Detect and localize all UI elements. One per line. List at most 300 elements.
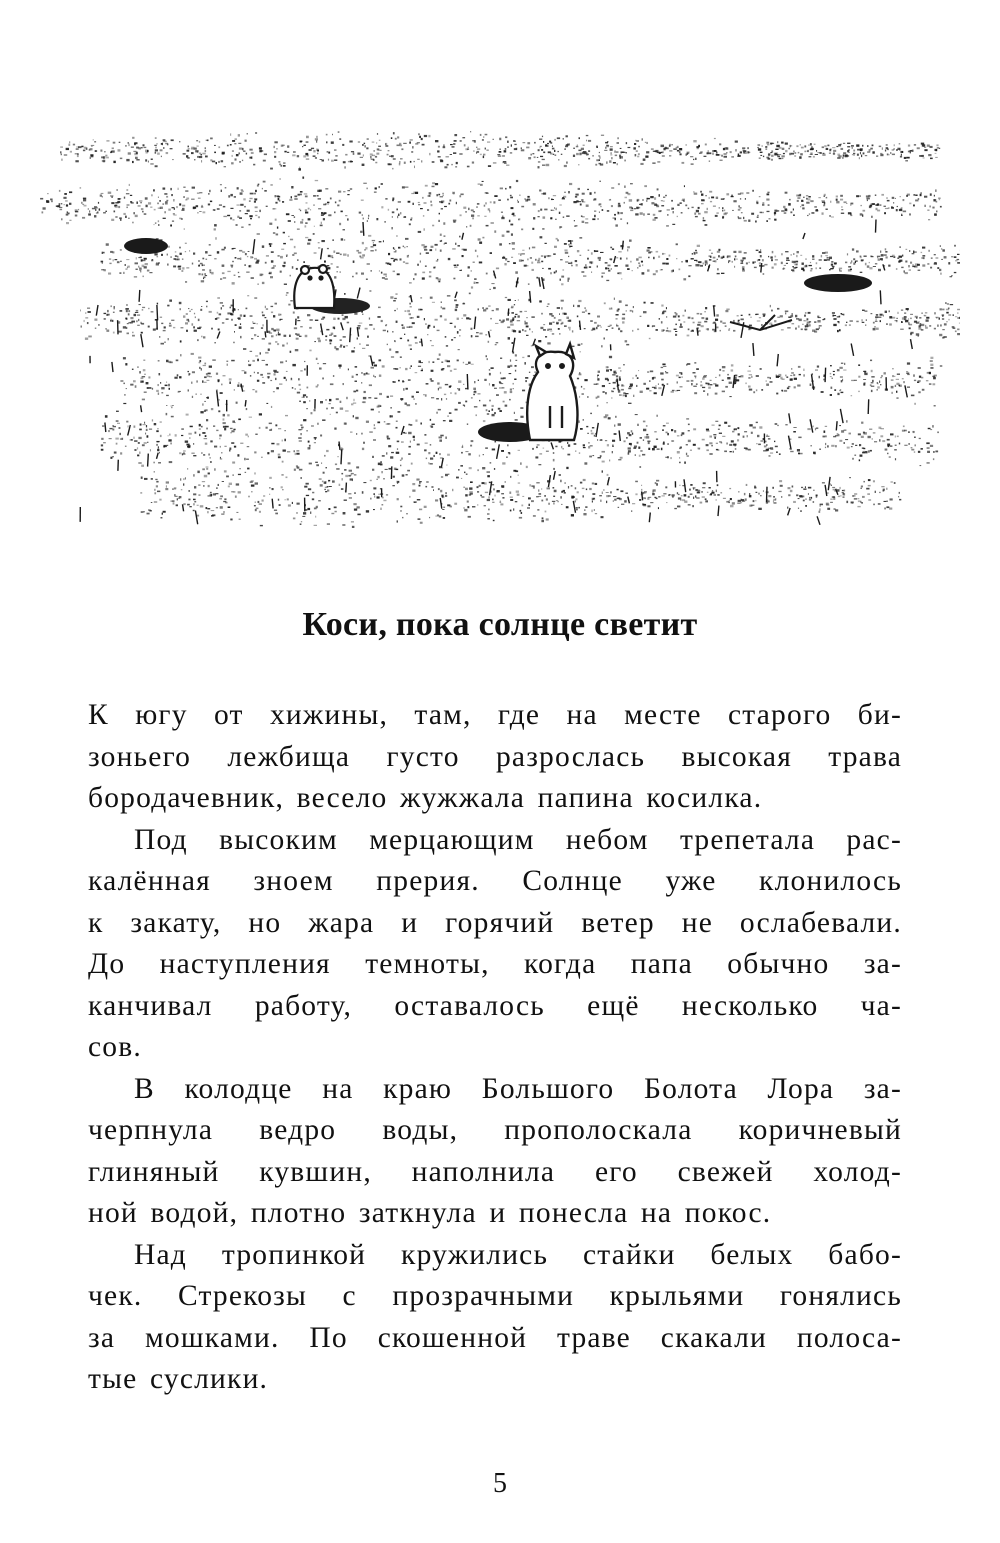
grass-speck <box>418 202 420 203</box>
grass-speck <box>259 413 262 415</box>
grass-speck <box>554 272 556 274</box>
grass-speck <box>88 336 92 338</box>
grass-speck <box>505 297 507 298</box>
grass-speck <box>430 458 433 460</box>
grass-speck <box>584 328 586 329</box>
grass-speck <box>894 376 896 377</box>
grass-speck <box>200 394 201 395</box>
grass-speck <box>255 190 257 192</box>
grass-speck <box>492 384 494 386</box>
grass-speck <box>407 310 410 312</box>
grass-speck <box>878 317 881 319</box>
grass-speck <box>577 316 579 318</box>
grass-speck <box>141 332 143 334</box>
grass-speck <box>441 398 442 400</box>
grass-speck <box>494 195 497 197</box>
grass-speck <box>869 267 872 269</box>
grass-speck <box>890 152 891 153</box>
grass-speck <box>143 424 146 425</box>
grass-speck <box>626 344 629 346</box>
grass-speck <box>382 365 385 367</box>
grass-speck <box>498 200 501 201</box>
grass-speck <box>124 394 126 395</box>
grass-speck <box>496 394 499 395</box>
grass-speck <box>837 330 839 332</box>
grass-speck <box>110 320 112 322</box>
grass-speck <box>468 208 470 210</box>
grass-speck <box>415 273 417 275</box>
grass-speck <box>173 266 176 268</box>
grass-speck <box>459 153 462 154</box>
grass-speck <box>527 196 529 198</box>
grass-speck <box>767 192 769 193</box>
grass-speck <box>649 338 651 339</box>
grass-speck <box>769 455 771 456</box>
grass-speck <box>851 395 853 396</box>
grass-speck <box>542 228 544 230</box>
grass-speck <box>896 397 898 399</box>
grass-speck <box>676 375 679 377</box>
grass-speck <box>727 374 728 376</box>
grass-speck <box>431 345 434 346</box>
grass-speck <box>798 152 800 154</box>
grass-speck <box>548 303 550 305</box>
grass-speck <box>653 257 655 259</box>
grass-speck <box>387 396 389 398</box>
grass-speck <box>609 356 612 358</box>
grass-speck <box>693 191 694 192</box>
grass-speck <box>694 362 696 363</box>
grass-speck <box>467 166 470 168</box>
grass-speck <box>139 452 141 454</box>
grass-speck <box>837 393 839 395</box>
grass-speck <box>139 268 142 270</box>
grass-speck <box>759 196 761 197</box>
grass-speck <box>120 219 122 221</box>
grass-speck <box>691 380 694 382</box>
grass-speck <box>543 216 546 218</box>
grass-speck <box>349 470 352 472</box>
grass-speck <box>817 366 819 368</box>
grass-speck <box>813 426 814 428</box>
grass-speck <box>579 452 580 454</box>
grass-speck <box>372 142 375 143</box>
grass-speck <box>488 509 489 511</box>
grass-speck <box>637 207 640 209</box>
grass-speck <box>614 425 615 427</box>
grass-speck <box>120 198 122 199</box>
grass-speck <box>605 262 608 264</box>
grass-speck <box>683 321 685 322</box>
grass-speck <box>515 370 516 372</box>
grass-speck <box>854 380 857 381</box>
grass-speck <box>592 218 595 220</box>
grass-speck <box>896 149 898 150</box>
grass-speck <box>872 203 875 205</box>
grass-speck <box>192 187 195 189</box>
grass-speck <box>430 340 432 341</box>
grass-speck <box>291 215 294 216</box>
grass-speck <box>115 438 118 440</box>
grass-speck <box>233 474 234 476</box>
grass-speck <box>436 277 439 279</box>
grass-speck <box>807 151 809 152</box>
grass-speck <box>335 464 337 466</box>
grass-speck <box>825 426 827 427</box>
grass-speck <box>69 203 71 205</box>
grass-speck <box>84 147 87 149</box>
grass-speck <box>109 428 112 429</box>
grass-speck <box>165 143 168 144</box>
grass-speck <box>926 319 929 321</box>
grass-speck <box>757 435 759 437</box>
grass-speck <box>381 272 383 274</box>
grass-speck <box>602 470 603 472</box>
grass-speck <box>830 373 832 375</box>
grass-speck <box>389 349 391 351</box>
grass-speck <box>392 331 394 332</box>
grass-speck <box>649 390 651 391</box>
grass-speck <box>505 405 508 407</box>
grass-speck <box>127 267 128 269</box>
grass-speck <box>360 231 363 233</box>
grass-speck <box>189 250 190 251</box>
grass-speck <box>512 329 515 332</box>
grass-speck <box>527 142 530 144</box>
grass-speck <box>709 259 712 261</box>
grass-speck <box>829 257 832 260</box>
grass-speck <box>690 450 692 451</box>
grass-speck <box>288 220 291 222</box>
grass-speck <box>840 389 841 390</box>
grass-speck <box>135 262 139 264</box>
grass-speck <box>264 154 267 156</box>
grass-speck <box>839 270 842 272</box>
grass-speck <box>306 158 309 160</box>
grass-speck <box>825 255 828 256</box>
grass-speck <box>185 251 186 252</box>
grass-speck <box>113 161 115 163</box>
grass-speck <box>170 188 171 190</box>
grass-speck <box>610 154 612 155</box>
grass-speck <box>411 365 413 367</box>
grass-speck <box>302 146 303 147</box>
grass-speck <box>240 204 243 206</box>
grass-speck <box>292 387 294 389</box>
grass-speck <box>544 209 547 211</box>
grass-speck <box>407 404 411 406</box>
grass-speck <box>609 460 610 462</box>
grass-speck <box>265 352 269 354</box>
grass-speck <box>784 265 786 266</box>
grass-speck <box>709 152 711 154</box>
grass-speck <box>418 133 420 135</box>
grass-speck <box>781 155 784 157</box>
grass-speck <box>791 269 794 271</box>
grass-speck <box>816 428 819 429</box>
grass-speck <box>852 154 853 155</box>
grass-speck <box>303 261 305 263</box>
grass-speck <box>909 213 911 215</box>
grass-speck <box>153 329 156 331</box>
grass-speck <box>169 323 171 324</box>
grass-speck <box>294 221 295 223</box>
grass-speck <box>662 155 665 156</box>
grass-speck <box>886 506 889 508</box>
grass-speck <box>127 333 130 335</box>
grass-speck <box>124 197 125 199</box>
grass-speck <box>125 446 127 447</box>
grass-speck <box>247 446 250 447</box>
grass-speck <box>238 309 239 310</box>
grass-speck <box>390 407 392 409</box>
grass-speck <box>861 155 862 158</box>
grass-speck <box>509 399 510 401</box>
grass-speck <box>280 361 283 363</box>
grass-speck <box>712 153 714 155</box>
grass-speck <box>109 263 111 264</box>
grass-speck <box>344 469 346 471</box>
grass-speck <box>141 323 144 325</box>
grass-speck <box>276 148 277 149</box>
grass-speck <box>557 151 559 152</box>
grass-speck <box>222 305 224 306</box>
grass-speck <box>676 313 678 315</box>
grass-speck <box>914 451 915 452</box>
grass-speck <box>165 342 166 344</box>
grass-speck <box>496 268 499 270</box>
grass-speck <box>606 280 609 281</box>
grass-speck <box>445 243 447 244</box>
grass-speck <box>853 258 855 260</box>
grass-speck <box>561 154 563 155</box>
grass-speck <box>662 263 665 265</box>
grass-speck <box>584 462 587 464</box>
grass-speck <box>275 303 278 305</box>
grass-speck <box>484 379 486 381</box>
grass-speck <box>510 476 511 478</box>
grass-speck <box>271 312 273 314</box>
grass-speck <box>129 184 130 186</box>
grass-speck <box>436 452 438 454</box>
grass-speck <box>529 504 530 506</box>
grass-speck <box>585 264 586 266</box>
grass-speck <box>749 314 751 316</box>
grass-speck <box>157 203 159 205</box>
grass-speck <box>375 188 377 189</box>
grass-speck <box>198 273 200 275</box>
grass-speck <box>299 209 301 210</box>
grass-speck <box>942 329 945 330</box>
grass-speck <box>209 244 211 245</box>
grass-speck <box>187 150 190 152</box>
grass-speck <box>136 269 138 270</box>
grass-speck <box>872 151 874 153</box>
grass-speck <box>183 478 185 480</box>
grass-speck <box>825 252 828 254</box>
grass-speck <box>617 310 619 312</box>
grass-speck <box>578 344 581 346</box>
grass-speck <box>539 147 540 148</box>
grass-speck <box>479 262 482 264</box>
grass-speck <box>191 353 194 355</box>
grass-speck <box>908 265 910 267</box>
grass-speck <box>789 199 790 201</box>
grass-speck <box>221 249 224 251</box>
grass-speck <box>920 325 922 326</box>
grass-speck <box>433 326 434 328</box>
grass-speck <box>613 372 615 373</box>
grass-speck <box>930 364 933 366</box>
grass-speck <box>166 360 169 363</box>
grass-speck <box>223 375 226 376</box>
grass-speck <box>317 150 319 152</box>
grass-speck <box>560 226 563 228</box>
grass-speck <box>81 146 83 148</box>
grass-speck <box>665 457 668 458</box>
grass-speck <box>521 147 522 149</box>
grass-speck <box>490 201 492 203</box>
grass-speck <box>720 321 722 323</box>
grass-speck <box>762 204 764 206</box>
grass-speck <box>759 317 761 318</box>
grass-speck <box>605 440 607 441</box>
grass-speck <box>177 206 178 208</box>
grass-speck <box>832 266 835 268</box>
grass-speck <box>955 260 958 261</box>
grass-speck <box>182 267 184 269</box>
grass-speck <box>939 199 940 200</box>
grass-speck <box>679 485 680 486</box>
grass-speck <box>827 508 830 510</box>
grass-speck <box>487 518 490 519</box>
grass-speck <box>617 163 619 165</box>
grass-speck <box>431 370 434 372</box>
grass-speck <box>418 231 421 233</box>
grass-speck <box>794 155 796 157</box>
grass-speck <box>59 203 61 205</box>
grass-speck <box>181 435 183 436</box>
grass-speck <box>143 144 145 146</box>
grass-speck <box>626 192 629 194</box>
grass-speck <box>600 181 601 182</box>
grass-speck <box>669 144 671 146</box>
grass-speck <box>716 327 718 329</box>
grass-speck <box>227 414 229 416</box>
grass-speck <box>891 481 893 482</box>
grass-speck <box>694 193 698 195</box>
grass-speck <box>131 202 134 203</box>
grass-speck <box>369 384 372 386</box>
grass-speck <box>794 378 797 380</box>
grass-speck <box>869 262 870 263</box>
grass-speck <box>618 183 620 185</box>
grass-speck <box>701 203 704 204</box>
grass-speck <box>698 261 701 263</box>
grass-speck <box>543 141 544 143</box>
grass-speck <box>214 152 216 154</box>
grass-speck <box>306 408 308 409</box>
grass-speck <box>937 325 938 327</box>
grass-speck <box>167 264 169 266</box>
grass-speck <box>855 261 856 263</box>
grass-speck <box>827 257 828 258</box>
grass-speck <box>742 270 745 272</box>
grass-speck <box>556 238 558 240</box>
grass-speck <box>520 416 523 418</box>
grass-speck <box>700 313 702 315</box>
grass-speck <box>369 324 372 326</box>
grass-speck <box>281 165 283 167</box>
grass-speck <box>813 156 815 158</box>
grass-speck <box>274 141 277 143</box>
grass-speck <box>690 156 693 157</box>
grass-speck <box>183 196 184 198</box>
grass-speck <box>134 426 136 428</box>
grass-speck <box>214 446 217 448</box>
grass-speck <box>189 438 191 439</box>
grass-speck <box>653 273 656 275</box>
grass-speck <box>479 242 482 244</box>
grass-speck <box>216 317 219 319</box>
grass-speck <box>586 426 588 427</box>
grass-speck <box>299 336 302 337</box>
grass-speck <box>94 319 97 321</box>
grass-speck <box>610 148 613 150</box>
grass-speck <box>815 154 818 155</box>
grass-speck <box>619 378 621 380</box>
grass-speck <box>180 308 181 310</box>
grass-speck <box>587 258 589 260</box>
grass-speck <box>284 151 286 153</box>
grass-speck <box>843 370 846 371</box>
grass-speck <box>810 384 812 387</box>
grass-speck <box>230 208 233 209</box>
grass-speck <box>788 386 791 387</box>
grass-speck <box>833 371 835 372</box>
grass-speck <box>812 330 815 332</box>
grass-speck <box>622 321 624 323</box>
grass-speck <box>772 267 774 269</box>
grass-speck <box>135 312 138 313</box>
grass-speck <box>563 196 566 198</box>
grass-speck <box>303 401 306 403</box>
grass-speck <box>470 225 472 227</box>
grass-speck <box>466 317 469 319</box>
grass-speck <box>642 454 645 455</box>
grass-speck <box>280 314 281 316</box>
grass-speck <box>684 501 687 503</box>
grass-speck <box>119 433 121 435</box>
grass-speck <box>712 490 713 492</box>
grass-speck <box>722 257 725 258</box>
grass-speck <box>298 378 299 380</box>
grass-speck <box>286 371 288 372</box>
grass-speck <box>165 385 168 387</box>
grass-speck <box>265 306 266 308</box>
grass-speck <box>548 268 551 270</box>
grass-speck <box>682 315 684 317</box>
grass-speck <box>207 140 209 142</box>
grass-speck <box>908 151 910 153</box>
grass-speck <box>830 268 833 269</box>
grass-speck <box>454 337 456 338</box>
grass-speck <box>519 195 520 197</box>
grass-speck <box>382 504 384 505</box>
grass-speck <box>794 153 796 154</box>
grass-speck <box>904 445 907 446</box>
grass-speck <box>139 270 141 271</box>
